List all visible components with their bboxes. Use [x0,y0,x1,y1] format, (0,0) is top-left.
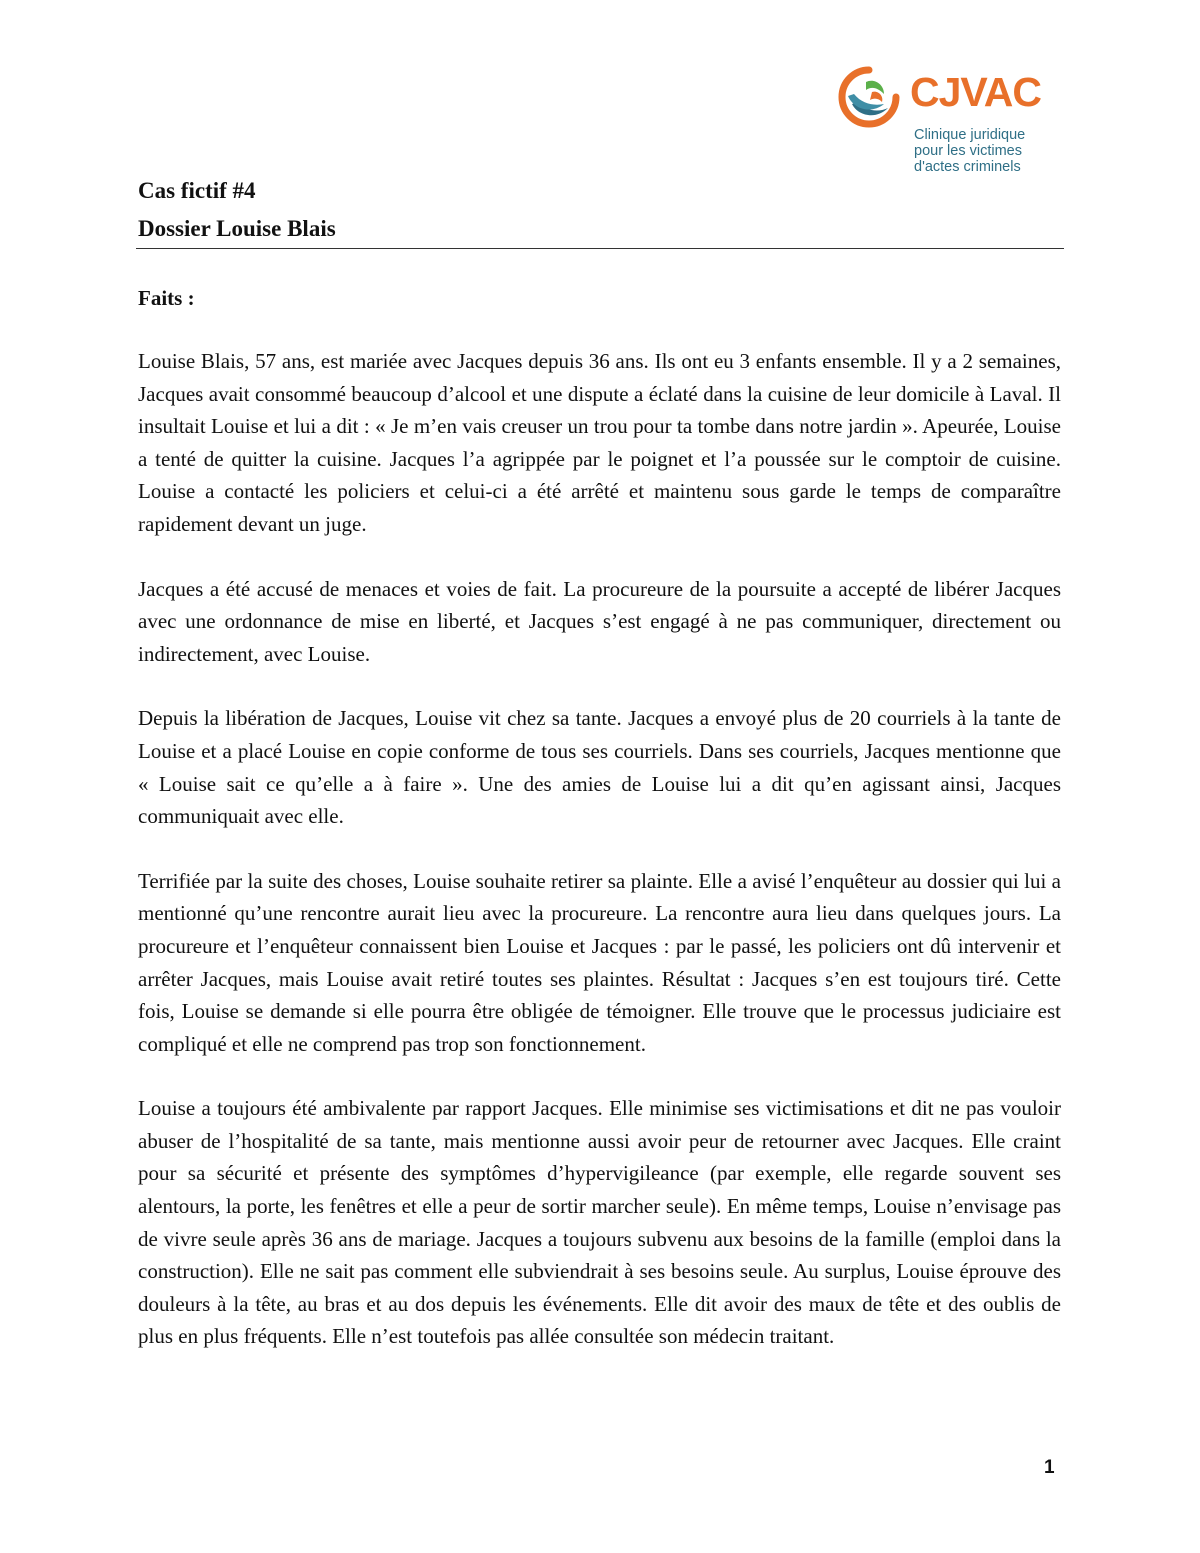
file-title: Dossier Louise Blais [138,216,336,241]
logo-wordmark [910,69,1041,115]
document-header [138,172,336,248]
paragraph: Louise Blais, 57 ans, est mariée avec Jacques depuis 36 ans. Ils ont eu 3 enfants ensemble. Il y a 2 semaines, Jacques avait consommé beaucoup d’alcool et une dispute a éclaté dans la cuisine de leur domicile à Laval. Il insultait Louise et lui a dit : « Je m’en vais creuser un trou pour ta tombe dans notre jardin ». Apeurée, Louise a tenté de quitter la cuisine. Jacques l’a agrippée par le poignet et l’a poussée sur le comptoir de cuisine. Louise a contacté les policiers et celui-ci a été arrêté et maintenu sous garde le temps de comparaître rapidement devant un juge. [138,349,1061,536]
paragraph: Louise a toujours été ambivalente par rapport Jacques. Elle minimise ses victimisations et dit ne pas vouloir abuser de l’hospitalité de sa tante, mais mentionne aussi avoir peur de retourner avec Jacques. Elle craint pour sa sécurité et présente des symptômes d’hypervigileance (par exemple, elle regarde souvent ses alentours, la porte, les fenêtres et elle a peur de sortir marcher seule). En même temps, Louise n’envisage pas de vivre seule après 36 ans de mariage. Jacques a toujours subvenu aux besoins de la famille (emploi dans la construction). Elle ne sait pas comment elle subviendrait à ses besoins seule. Au surplus, Louise éprouve des douleurs à la tête, au bras et au dos depuis les événements. Elle dit avoir des maux de tête et des oublis de plus en plus fréquents. Elle n’est toutefois pas allée consultée son médecin traitant. [138,1096,1061,1349]
document-body [138,345,1061,1385]
cjvac-logo [838,66,1058,178]
logo-subtitle [914,127,1025,175]
header-divider [136,248,1064,249]
page-number: 1 [1044,1457,1055,1478]
cjvac-hands-globe-icon [838,66,900,128]
paragraph: Terrifiée par la suite des choses, Louise souhaite retirer sa plainte. Elle a avisé l’enquêteur au dossier qui lui a mentionné qu’une rencontre aurait lieu avec la procureure. La rencontre aura lieu dans quelques jours. La procureure et l’enquêteur connaissent bien Louise et Jacques : par le passé, les policiers ont dû intervenir et arrêter Jacques, mais Louise avait retiré toutes ses plaintes. Résultat : Jacques s’en est toujours tiré. Cette fois, Louise se demande si elle pourra être obligée de témoigner. Elle trouve que le processus judiciaire est compliqué et elle ne comprend pas trop son fonctionnement. [138,868,1061,1056]
logo-subtitle-line: d'actes criminels [914,159,1021,175]
case-number: Cas fictif #4 [138,178,256,203]
logo-subtitle-line: Clinique juridique [914,127,1026,143]
paragraph: Depuis la libération de Jacques, Louise vit chez sa tante. Jacques a envoyé plus de 20 courriels à la tante de Louise et a placé Louise en copie conforme de tous ses courriels. Dans ses courriels, Jacques mentionne que « Louise sait ce qu’elle a à faire ». Une des amies de Louise lui a dit qu’en agissant ainsi, Jacques communiquait avec elle. [138,706,1061,829]
logo-subtitle-line: pour les victimes [914,143,1022,159]
logo-wordmark-text: CJVAC [910,69,1041,115]
paragraph: Jacques a été accusé de menaces et voies de fait. La procureure de la poursuite a accepté de libérer Jacques avec une ordonnance de mise en liberté, et Jacques s’est engagé à ne pas communiquer, directement ou indirectement, avec Louise. [138,576,1061,666]
section-heading: Faits : [138,286,195,310]
